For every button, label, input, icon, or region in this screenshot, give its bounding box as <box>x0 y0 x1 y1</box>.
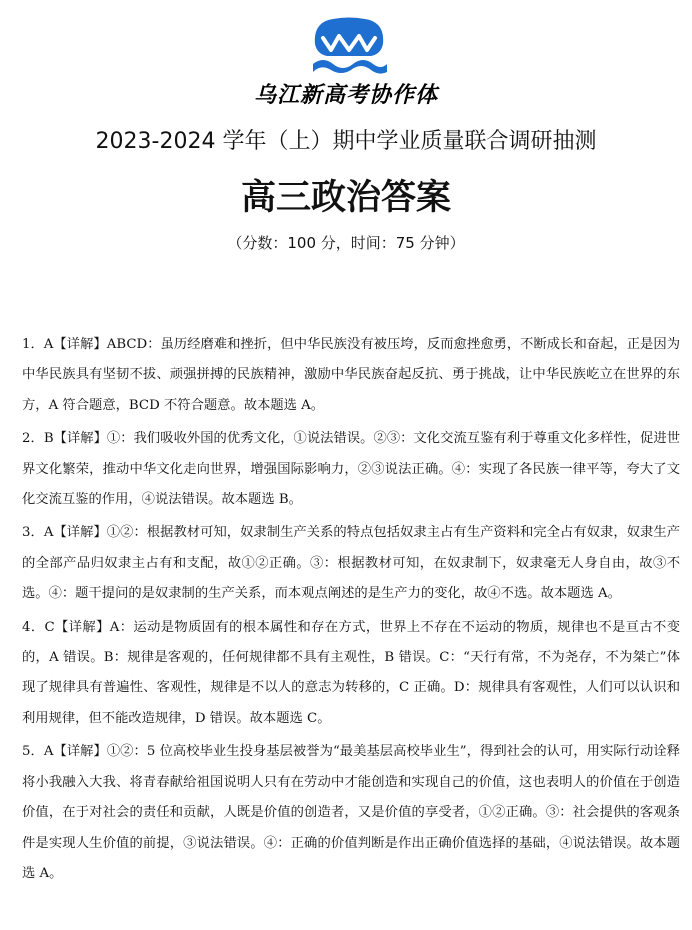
brand-name: 乌江新高考协作体 <box>253 83 438 108</box>
answer-item-1: 1．A【详解】ABCD：虽历经磨难和挫折，但中华民族没有被压垮，反而愈挫愈勇，不断成长和奋起，正是因为中华民族具有坚韧不拔、顽强拼搏的民族精神，激励中华民族奋起反抗、勇于挑战，让中华民族屹立在世界的东方，A 符合题意，BCD 不符合题意。故本题选 A。 <box>22 337 680 413</box>
answer-item-4: 4．C【详解】A：运动是物质固有的根本属性和存在方式，世界上不存在不运动的物质，规律也不是亘古不变的，A 错误。B：规律是客观的，任何规律都不具有主观性，B 错误。C：“天行有常，不为尧存，不为桀亡”体现了规律具有普遍性、客观性，规律是不以人的意志为转移的，C 正确。D：规律具有客观性，人们可以认识和利用规律，但不能改造规律，D 错误。故本题选 C。 <box>22 619 680 726</box>
exam-title: 2023-2024 学年（上）期中学业质量联合调研抽测 <box>95 129 597 154</box>
subject-title: 高三政治答案 <box>240 178 451 218</box>
wave-logo-icon <box>309 14 389 76</box>
score-info: （分数：100 分，时间：75 分钟） <box>227 234 465 252</box>
answer-list <box>22 330 680 892</box>
answer-item-5: 5．A【详解】①②：5 位高校毕业生投身基层被誉为“最美基层高校毕业生”，得到社会的认可，用实际行动诠释将小我融入大我、将青春献给祖国说明人只有在劳动中才能创造和实现自己的价值，这也表明人的价值在于创造价值，在于对社会的责任和贡献，人既是价值的创造者，又是价值的享受者，①②正确。③：社会提供的客观条件是实现人生价值的前提，③说法错误。④：正确的价值判断是作出正确价值选择的基础，④说法错误。故本题选 A。 <box>22 744 680 881</box>
answer-item-2: 2．B【详解】①：我们吸收外国的优秀文化，①说法错误。②③：文化交流互鉴有利于尊重文化多样性，促进世界文化繁荣，推动中华文化走向世界，增强国际影响力，②③说法正确。④：实现了各民族一律平等，夸大了文化交流互鉴的作用，④说法错误。故本题选 B。 <box>22 431 680 508</box>
answer-item-3: 3．A【详解】①②：根据教材可知，奴隶制生产关系的特点包括奴隶主占有生产资料和完全占有奴隶，奴隶生产的全部产品归奴隶主占有和支配，故①②正确。③：根据教材可知，在奴隶制下，奴隶毫无人身自由，故③不选。④：题干提问的是奴隶制的生产关系，而本观点阐述的是生产力的变化，故④不选。故本题选 A。 <box>22 525 680 602</box>
